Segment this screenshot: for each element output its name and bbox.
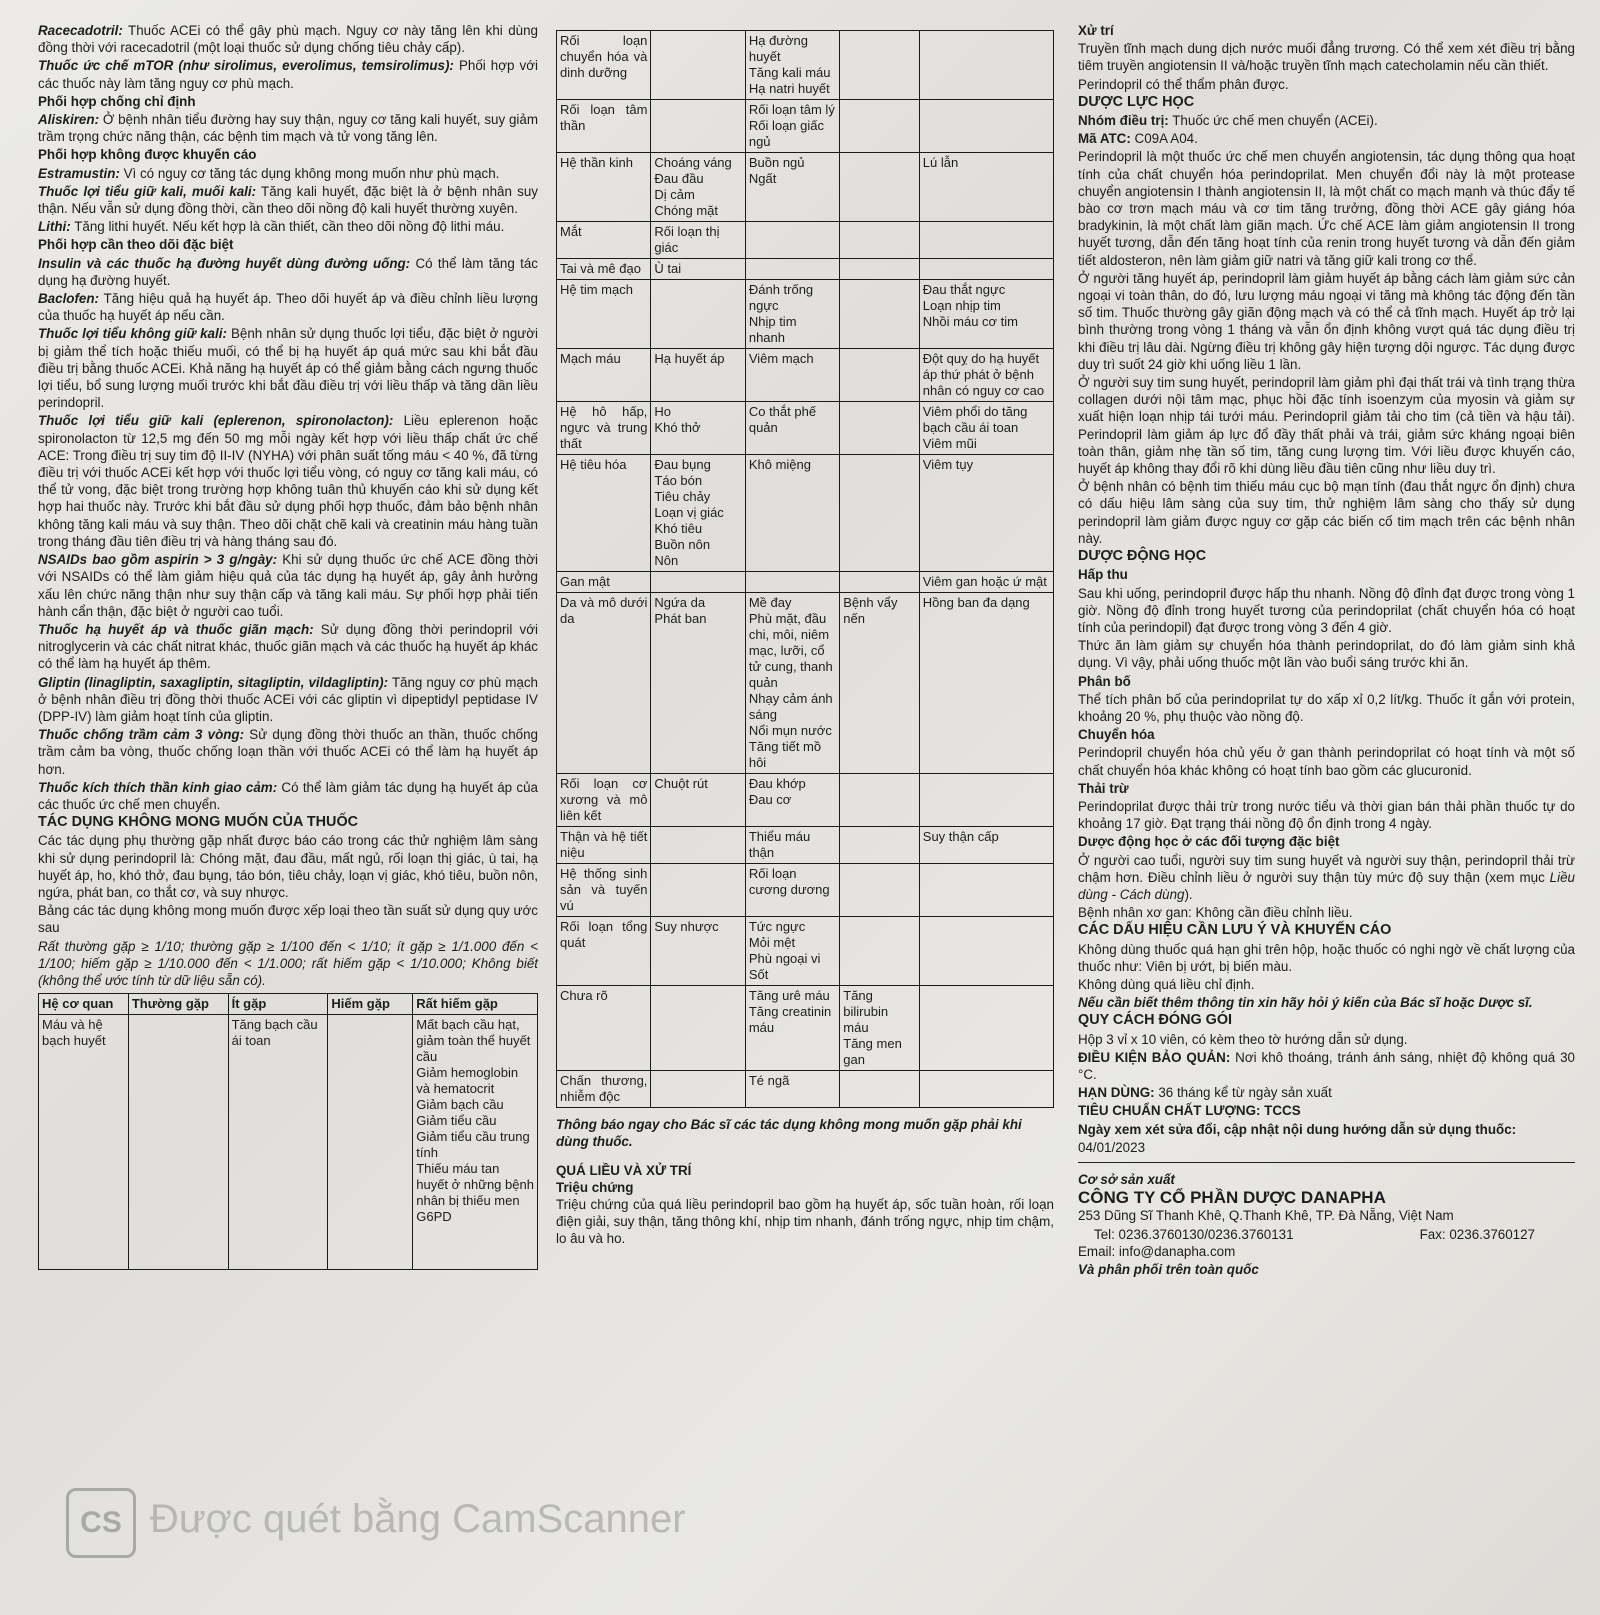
paragraph: Hộp 3 vỉ x 10 viên, có kèm theo tờ hướng dẫn sử dụng. (1078, 1031, 1408, 1047)
table-cell (840, 349, 920, 402)
table-row (557, 593, 1054, 774)
paragraph: Thuốc lợi tiểu giữ kali (eplerenon, spironolacton): Liều eplerenon hoặc spironolacton từ 12,5 mg đến 50 mg mỗi ngày kết hợp với liều thấp chất ức chế ACE: Trong điều trị suy tim độ II-IV (NYHA) với phân suất tống máu < 40 %, đã từng điều trị với thuốc ACEi kết hợp với thuốc lợi tiểu vòng, có nguy cơ tăng kali máu, có thể tử vong, đặc biệt trong trường hợp không tuân thủ khuyến cáo khi sử dụng kết hợp hai thuốc này. Trước khi bắt đầu sử dụng phối hợp thuốc, đảm bảo bệnh nhân không tăng kali máu và suy thận. Theo dõi chặt chẽ kali và creatinin máu hàng tuần trong tháng đầu tiên điều trị và hàng tháng sau đó. (38, 413, 538, 549)
table-cell: Chấn thương, nhiễm độc (557, 1071, 651, 1108)
table-header: Rất hiếm gặp (413, 994, 538, 1015)
facility-label: Cơ sở sản xuất (1078, 1172, 1175, 1187)
paragraph: Perindopril có thể thẩm phân được. (1078, 76, 1289, 92)
fax: Fax: 0236.3760127 (1419, 1226, 1535, 1242)
table-cell (840, 31, 920, 100)
table-cell: Ù tai (651, 259, 745, 280)
table-cell: Hệ hô hấp, ngực và trung thất (557, 402, 651, 455)
paragraph: Nếu cần biết thêm thông tin xin hãy hỏi ý kiến của Bác sĩ hoặc Dược sĩ. (1078, 995, 1533, 1011)
manufacturer-block (1078, 1171, 1575, 1278)
section-heading: Phối hợp không được khuyến cáo (38, 147, 257, 163)
table-cell (840, 280, 920, 349)
paragraph: Perindopril chuyển hóa chủ yếu ở gan thành perindoprilat có hoạt tính và một số chất chuyển hóa khác không có hoạt tính bao gồm các glucuronid. (1078, 745, 1575, 778)
subsection-heading: Thải trừ (1078, 780, 1129, 796)
table-cell: Da và mô dưới da (557, 593, 651, 774)
table-cell: Viêm mạch (745, 349, 839, 402)
notice-text: Thông báo ngay cho Bác sĩ các tác dụng không mong muốn gặp phải khi dùng thuốc. (556, 1117, 1022, 1149)
table-row (557, 222, 1054, 259)
paragraph: Sau khi uống, perindopril được hấp thu nhanh. Nồng độ đỉnh đạt được trong vòng 1 giờ. Nồng độ đỉnh trong huyết tương của perindoprilat (chất chuyển hóa có hoạt tính của perindopil) đạt được trong vòng 3 đến 4 giờ. (1078, 585, 1575, 635)
table-cell: Viêm gan hoặc ứ mật (919, 572, 1053, 593)
table-cell (651, 572, 745, 593)
column-right (1078, 22, 1575, 1279)
table-row (557, 349, 1054, 402)
table-cell (840, 259, 920, 280)
section-heading: Phối hợp cần theo dõi đặc biệt (38, 237, 234, 253)
table-cell: Chưa rõ (557, 986, 651, 1071)
distribution-note: Và phân phối trên toàn quốc (1078, 1262, 1259, 1278)
table-cell: Bệnh vẩy nến (840, 593, 920, 774)
camscanner-logo-icon: CS (66, 1488, 136, 1558)
paragraph: Thuốc lợi tiểu không giữ kali: Bệnh nhân sử dụng thuốc lợi tiểu, đặc biệt ở người bị giảm thể tích hoặc thiếu muối, có thể bị hạ huyết áp quá mức sau khi bắt đầu điều trị bằng thuốc ACEi. Khả năng hạ huyết áp có thể giảm bằng cách ngưng thuốc lợi tiểu, bổ sung lượng muối trước khi bắt đầu điều trị với liều thấp và tăng dần liều perindopril. (38, 326, 538, 411)
watermark-text: Được quét bằng CamScanner (150, 1497, 686, 1541)
paragraph: Ở bệnh nhân có bệnh tim thiếu máu cục bộ mạn tính (đau thắt ngực ổn định) chưa có dấu hiệu lâm sàng của suy tim, thử nghiệm lâm sàng cho thấy sử dụng perindopril làm giảm được nguy cơ gặp các biến cố tim mạch trên các bệnh nhân này. (1078, 479, 1575, 546)
paragraph: Gliptin (linagliptin, saxagliptin, sitagliptin, vildagliptin): Tăng nguy cơ phù mạch ở bệnh nhân điều trị đồng thời thuốc ACEi với các gliptin vì dipeptidyl peptidase IV (DPP-IV) làm giảm hoạt tính của gliptin. (38, 674, 538, 724)
table-row (557, 100, 1054, 153)
section-heading: DƯỢC ĐỘNG HỌC (1078, 548, 1207, 565)
paragraph: NSAIDs bao gồm aspirin > 3 g/ngày: Khi sử dụng thuốc ức chế ACE đồng thời với NSAIDs có thể làm giảm hiệu quả của tác dụng hạ huyết áp, gây ảnh hưởng xấu lên chức năng thận như suy thận cấp và tăng kali máu. Sự phối hợp phải tiến hành cẩn thận, đặc biệt ở người cao tuổi. (38, 552, 538, 619)
table-cell: Gan mật (557, 572, 651, 593)
revision-date: 04/01/2023 (1078, 1139, 1146, 1155)
table-cell: Choáng váng Đau đầu Dị cảm Chóng mặt (651, 153, 745, 222)
table-cell: Tăng urê máu Tăng creatinin máu (745, 986, 839, 1071)
paragraph: Triệu chứng của quá liều perindopril bao gồm hạ huyết áp, sốc tuần hoàn, rối loạn điện giải, suy thận, tăng thông khí, nhịp tim nhanh, đánh trống ngực, nhịp tim chậm, lo âu và ho. (556, 1196, 1054, 1246)
table-cell: Suy thận cấp (919, 827, 1053, 864)
table-row (557, 259, 1054, 280)
table-cell: Thiểu máu thận (745, 827, 839, 864)
table-cell: Mất bạch cầu hạt, giảm toàn thể huyết cầu Giảm hemoglobin và hematocrit Giảm bạch cầu Giảm tiểu cầu Giảm tiểu cầu trung tính Thiếu máu tan huyết ở những bệnh nhân bị thiếu men G6PD (413, 1015, 538, 1270)
table-cell (840, 455, 920, 572)
paragraph: Bệnh nhân xơ gan: Không cần điều chỉnh liều. (1078, 905, 1353, 921)
paragraph: Thể tích phân bố của perindoprilat tự do xấp xỉ 0,2 lít/kg. Thuốc ít gắn với protein, khoảng 20 %, phụ thuộc vào nồng độ. (1078, 691, 1575, 724)
table-cell: Đau bụng Táo bón Tiêu chảy Loạn vị giác Khó tiêu Buồn nôn Nôn (651, 455, 745, 572)
table-cell (328, 1015, 413, 1270)
paragraph: Không dùng quá liều chỉ định. (1078, 976, 1255, 992)
table-cell: Thận và hệ tiết niệu (557, 827, 651, 864)
table-cell: Đột quỵ do hạ huyết áp thứ phát ở bệnh nhân có nguy cơ cao (919, 349, 1053, 402)
company-address: 253 Dũng Sĩ Thanh Khê, Q.Thanh Khê, TP. Đà Nẵng, Việt Nam (1078, 1208, 1454, 1224)
table-cell (651, 280, 745, 349)
table-row (557, 280, 1054, 349)
table-cell (651, 864, 745, 917)
section-heading: QUÁ LIỀU VÀ XỬ TRÍ (556, 1163, 692, 1179)
table-cell: Rối loạn cơ xương và mô liên kết (557, 774, 651, 827)
table-cell: Rối loạn tâm thần (557, 100, 651, 153)
adverse-effects-table-part2 (556, 30, 1054, 1108)
subsection-heading: Phân bố (1078, 673, 1131, 689)
section-heading: QUY CÁCH ĐÓNG GÓI (1078, 1012, 1233, 1029)
paragraph: Truyền tĩnh mạch dung dịch nước muối đẳng trương. Có thể xem xét điều trị bằng tiêm truyền angiotensin II và/hoặc truyền tĩnh mạch catecholamin nếu cần thiết. (1078, 41, 1575, 74)
table-cell (840, 1071, 920, 1108)
paragraph: Bảng các tác dụng không mong muốn được xếp loại theo tần suất sử dụng quy ước sau (38, 903, 538, 936)
paragraph: Perindoprilat được thải trừ trong nước tiểu và thời gian bán thải phần thuốc tự do khoảng 17 giờ. Đạt trạng thái nồng độ ổn định trong 4 ngày. (1078, 798, 1575, 832)
paragraph: Racecadotril: Thuốc ACEi có thể gây phù mạch. Nguy cơ này tăng lên khi dùng đồng thời với racecadotril (một loại thuốc sử dụng chống tiêu chảy cấp). (38, 23, 538, 56)
paragraph: Thuốc lợi tiểu giữ kali, muối kali: Tăng kali huyết, đặc biệt là ở bệnh nhân suy thận. Nếu vẫn sử dụng đồng thời, cần theo dõi nồng độ kali huyết thường xuyên. (38, 183, 538, 217)
table-cell (745, 222, 839, 259)
table-header: Hiếm gặp (328, 994, 413, 1015)
paragraph: Nhóm điều trị: Thuốc ức chế men chuyển (ACEi). (1078, 113, 1378, 129)
table-cell (840, 917, 920, 986)
table-cell (651, 827, 745, 864)
paragraph: Baclofen: Tăng hiệu quả hạ huyết áp. Theo dõi huyết áp và điều chỉnh liều lượng của thuốc hạ huyết áp nếu cần. (38, 291, 538, 324)
section-heading: Phối hợp chống chỉ định (38, 93, 196, 109)
table-cell: Tăng bilirubin máu Tăng men gan (840, 986, 920, 1071)
table-cell: Máu và hệ bạch huyết (39, 1015, 129, 1270)
subsection-heading: Triệu chứng (556, 1180, 634, 1196)
paragraph: TIÊU CHUẨN CHẤT LƯỢNG: TCCS (1078, 1103, 1301, 1119)
paragraph: Thuốc ức chế mTOR (như sirolimus, everolimus, temsirolimus): Phối hợp với các thuốc này làm tăng nguy cơ phù mạch. (38, 58, 538, 91)
table-row (557, 917, 1054, 986)
divider (1078, 1162, 1575, 1163)
table-cell (919, 259, 1053, 280)
column-middle (556, 30, 1054, 1247)
table-cell (919, 100, 1053, 153)
table-header: Hệ cơ quan (39, 994, 129, 1015)
paragraph: Thức ăn làm giảm sự chuyển hóa thành perindoprilat, do đó làm giảm sinh khả dụng. Vì vậy, phải uống thuốc một lần vào buổi sáng trước khi ăn. (1078, 638, 1575, 671)
paragraph: Thuốc hạ huyết áp và thuốc giãn mạch: Sử dụng đồng thời perindopril với nitroglycerin và các chất nitrat khác, thuốc giãn mạch và các thuốc hạ huyết áp khác có thể làm hạ huyết áp thêm. (38, 621, 539, 672)
table-cell: Hệ tiêu hóa (557, 455, 651, 572)
table-cell: Hệ tim mạch (557, 280, 651, 349)
table-row (557, 455, 1054, 572)
paragraph: Thuốc chống trầm cảm 3 vòng: Sử dụng đồng thời thuốc an thần, thuốc chống trầm cảm ba vòng, thuốc chống loạn thần với thuốc ACEi có thể làm hạ huyết áp hơn. (38, 727, 538, 777)
table-cell: Hệ thần kinh (557, 153, 651, 222)
table-cell: Té ngã (745, 1071, 839, 1108)
paragraph: Ở người tăng huyết áp, perindopril làm giảm huyết áp bằng cách làm giảm sức cản ngoại vi toàn thân, do đó, lưu lượng máu ngoại vi tăng mà không tác động đến tần số tim. Thuốc thường gây giãn động mạch và có thể cả tĩnh mạch. Huyết áp trở lại bình thường trong vòng 1 tháng và vẫn ổn định không vượt quá tác dụng điều trị khi điều trị lâu dài. Ngừng điều trị không gây hiện tượng dội ngược. Tác dụng được duy trì suốt 24 giờ khi uống liều 1 lần. (1078, 270, 1575, 372)
paragraph: Ở người suy tim sung huyết, perindopril làm giảm phì đại thất trái và tình trạng thừa collagen dưới nội tâm mạc, phục hồi đặc tính isoenzym của myosin và giảm sự xuất hiện loạn nhịp tái tưới máu. Perindopril giảm tải cho tim (cả tiền và hậu tải). Perindopril làm giảm áp lực đổ đầy thất phải và trái, giảm sức kháng ngoại biên toàn thân, giảm nhẹ tần số tim, tăng cung lượng tim. Với liều được khuyến cáo, huyết áp không thay đổi rõ khi dùng liều đầu tiên cũng như liều duy trì. (1078, 375, 1575, 477)
paragraph: Estramustin: Vì có nguy cơ tăng tác dụng không mong muốn như phù mạch. (38, 165, 500, 181)
table-cell: Hạ đường huyết Tăng kali máu Hạ natri huyết (745, 31, 839, 100)
table-cell (919, 31, 1053, 100)
table-cell (651, 986, 745, 1071)
company-name: CÔNG TY CỔ PHẦN DƯỢC DANAPHA (1078, 1188, 1386, 1208)
paragraph: Các tác dụng phụ thường gặp nhất được báo cáo trong các thử nghiệm lâm sàng khi sử dụng perindopril là: Chóng mặt, đau đầu, mất ngủ, rối loạn thị giác, ù tai, hạ huyết áp, ho, khó thở, đau bụng, táo bón, tiêu chảy, loạn vị giác, khó tiêu, buồn nôn, ngứa, phát ban, co thắt cơ, và suy nhược. (38, 833, 538, 900)
table-cell (919, 917, 1053, 986)
paragraph: HẠN DÙNG: 36 tháng kể từ ngày sản xuất (1078, 1085, 1332, 1101)
adverse-effects-table-part1 (38, 993, 538, 1270)
table-row (557, 153, 1054, 222)
table-cell (651, 31, 745, 100)
table-cell (651, 1071, 745, 1108)
table-cell: Khô miệng (745, 455, 839, 572)
table-cell (919, 864, 1053, 917)
table-cell: Đau thắt ngực Loạn nhịp tim Nhồi máu cơ tim (919, 280, 1053, 349)
table-cell: Viêm phổi do tăng bạch cầu ái toan Viêm mũi (919, 402, 1053, 455)
table-cell: Suy nhược (651, 917, 745, 986)
table-cell (840, 572, 920, 593)
table-cell (840, 774, 920, 827)
table-cell (840, 827, 920, 864)
table-row (557, 572, 1054, 593)
table-row (557, 774, 1054, 827)
table-cell (651, 100, 745, 153)
column-left (38, 22, 538, 1270)
table-row (39, 1015, 538, 1270)
table-cell: Ngứa da Phát ban (651, 593, 745, 774)
email: Email: info@danapha.com (1078, 1243, 1236, 1259)
subsection-heading: Xử trí (1078, 23, 1114, 38)
table-cell: Hạ huyết áp (651, 349, 745, 402)
paragraph: Rất thường gặp ≥ 1/10; thường gặp ≥ 1/100 đến < 1/10; ít gặp ≥ 1/1.000 đến < 1/100; hiếm gặp ≥ 1/10.000 đến < 1/1.000; rất hiếm gặp < 1/10.000; Không biết (không thể ước tính từ dữ liệu sẵn có). (38, 938, 538, 988)
paragraph: ĐIỀU KIỆN BẢO QUẢN: Nơi khô thoáng, tránh ánh sáng, nhiệt độ không quá 30 °C. (1078, 1049, 1576, 1082)
subsection-heading: Dược động học ở các đối tượng đặc biệt (1078, 834, 1340, 850)
table-cell: Chuột rút (651, 774, 745, 827)
table-header: Ít gặp (228, 994, 328, 1015)
table-cell: Lú lẫn (919, 153, 1053, 222)
table-cell: Co thắt phế quản (745, 402, 839, 455)
paragraph: Ở người cao tuổi, người suy tim sung huyết và người suy thận, perindopril thải trừ chậm hơn. Điều chỉnh liều ở người suy thận tùy mức độ suy thận (xem mục Liều dùng - Cách dùng). (1078, 852, 1575, 902)
subsection-heading: Hấp thu (1078, 567, 1128, 583)
table-row (557, 402, 1054, 455)
paragraph: Thuốc kích thích thần kinh giao cảm: Có thể làm giảm tác dụng hạ huyết áp của các thuốc ức chế men chuyển. (38, 779, 538, 812)
table-cell: Mắt (557, 222, 651, 259)
table-cell (745, 572, 839, 593)
table-cell: Đánh trống ngực Nhịp tim nhanh (745, 280, 839, 349)
table-cell: Hệ thống sinh sản và tuyến vú (557, 864, 651, 917)
table-cell (840, 222, 920, 259)
table-cell (840, 402, 920, 455)
table-cell: Đau khớp Đau cơ (745, 774, 839, 827)
paragraph: Không dùng thuốc quá hạn ghi trên hộp, hoặc thuốc có nghi ngờ về chất lượng của thuốc như: Viên bị ướt, bị biến màu. (1078, 941, 1575, 974)
table-row (557, 986, 1054, 1071)
table-cell (840, 864, 920, 917)
table-cell (840, 100, 920, 153)
table-cell (919, 1071, 1053, 1108)
paragraph: Lithi: Tăng lithi huyết. Nếu kết hợp là cần thiết, cần theo dõi nồng độ lithi máu. (38, 219, 505, 235)
section-heading: TÁC DỤNG KHÔNG MONG MUỐN CỦA THUỐC (38, 814, 359, 831)
table-cell: Mề đay Phù mặt, đầu chi, môi, niêm mạc, lưỡi, cổ tử cung, thanh quản Nhạy cảm ánh sáng Nổi mụn nước Tăng tiết mồ hôi (745, 593, 839, 774)
table-cell: Rối loạn thị giác (651, 222, 745, 259)
table-cell (128, 1015, 228, 1270)
table-cell: Buồn ngủ Ngất (745, 153, 839, 222)
table-cell (919, 774, 1053, 827)
table-cell: Tai và mê đạo (557, 259, 651, 280)
table-cell: Hồng ban đa dạng (919, 593, 1053, 774)
section-heading: DƯỢC LỰC HỌC (1078, 93, 1195, 110)
section-heading: CÁC DẤU HIỆU CẦN LƯU Ý VÀ KHUYẾN CÁO (1078, 922, 1392, 939)
table-cell (919, 986, 1053, 1071)
table-row (557, 1071, 1054, 1108)
contact-row (1078, 1226, 1575, 1243)
subsection-heading: Chuyển hóa (1078, 727, 1155, 743)
table-cell (919, 222, 1053, 259)
paragraph: Aliskiren: Ở bệnh nhân tiểu đường hay suy thận, nguy cơ tăng kali huyết, suy giảm trầm trọng chức năng thận, các bệnh tim mạch và tử vong tăng lên. (38, 112, 538, 145)
table-cell: Viêm tụy (919, 455, 1053, 572)
table-cell (840, 153, 920, 222)
paragraph: Mã ATC: C09A A04. (1078, 131, 1198, 147)
table-cell: Rối loạn chuyển hóa và dinh dưỡng (557, 31, 651, 100)
table-cell: Ho Khó thở (651, 402, 745, 455)
table-row (557, 31, 1054, 100)
paragraph: Insulin và các thuốc hạ đường huyết dùng đường uống: Có thể làm tăng tác dụng hạ đường huyết. (38, 255, 538, 288)
table-row (557, 864, 1054, 917)
table-cell: Rối loạn cương dương (745, 864, 839, 917)
table-row (557, 827, 1054, 864)
telephone: Tel: 0236.3760130/0236.3760131 (1094, 1226, 1294, 1242)
paragraph: Ngày xem xét sửa đổi, cập nhật nội dung hướng dẫn sử dụng thuốc: (1078, 1121, 1517, 1137)
table-header: Thường gặp (128, 994, 228, 1015)
table-cell: Rối loạn tổng quát (557, 917, 651, 986)
table-cell: Rối loạn tâm lý Rối loạn giấc ngủ (745, 100, 839, 153)
table-cell: Tức ngực Mỏi mệt Phù ngoại vi Sốt (745, 917, 839, 986)
table-header-row (39, 994, 538, 1015)
table-cell (745, 259, 839, 280)
table-cell: Tăng bạch cầu ái toan (228, 1015, 328, 1270)
paragraph: Perindopril là một thuốc ức chế men chuyển angiotensin, tác dụng thông qua hoạt tính của chất chuyển hóa perindoprilat. Men chuyển đổi này là một protease chuyển angiotensin I thành angiotensin II, là một chất co mạch mạnh và thúc đẩy tế bào cơ trơn mạch máu và cơ tim tăng trưởng, đồng thời ACE gây giáng hóa bradykinin, là một chất làm giãn mạch. Ức chế ACE làm giảm angiotensin II trong huyết tương, dẫn đến tăng hoạt tính của renin trong huyết tương và dẫn đến giảm tiết aldosteron, nên làm giảm giữ natri và tăng giữ kali trong cơ thể. (1078, 149, 1575, 268)
table-cell: Mạch máu (557, 349, 651, 402)
